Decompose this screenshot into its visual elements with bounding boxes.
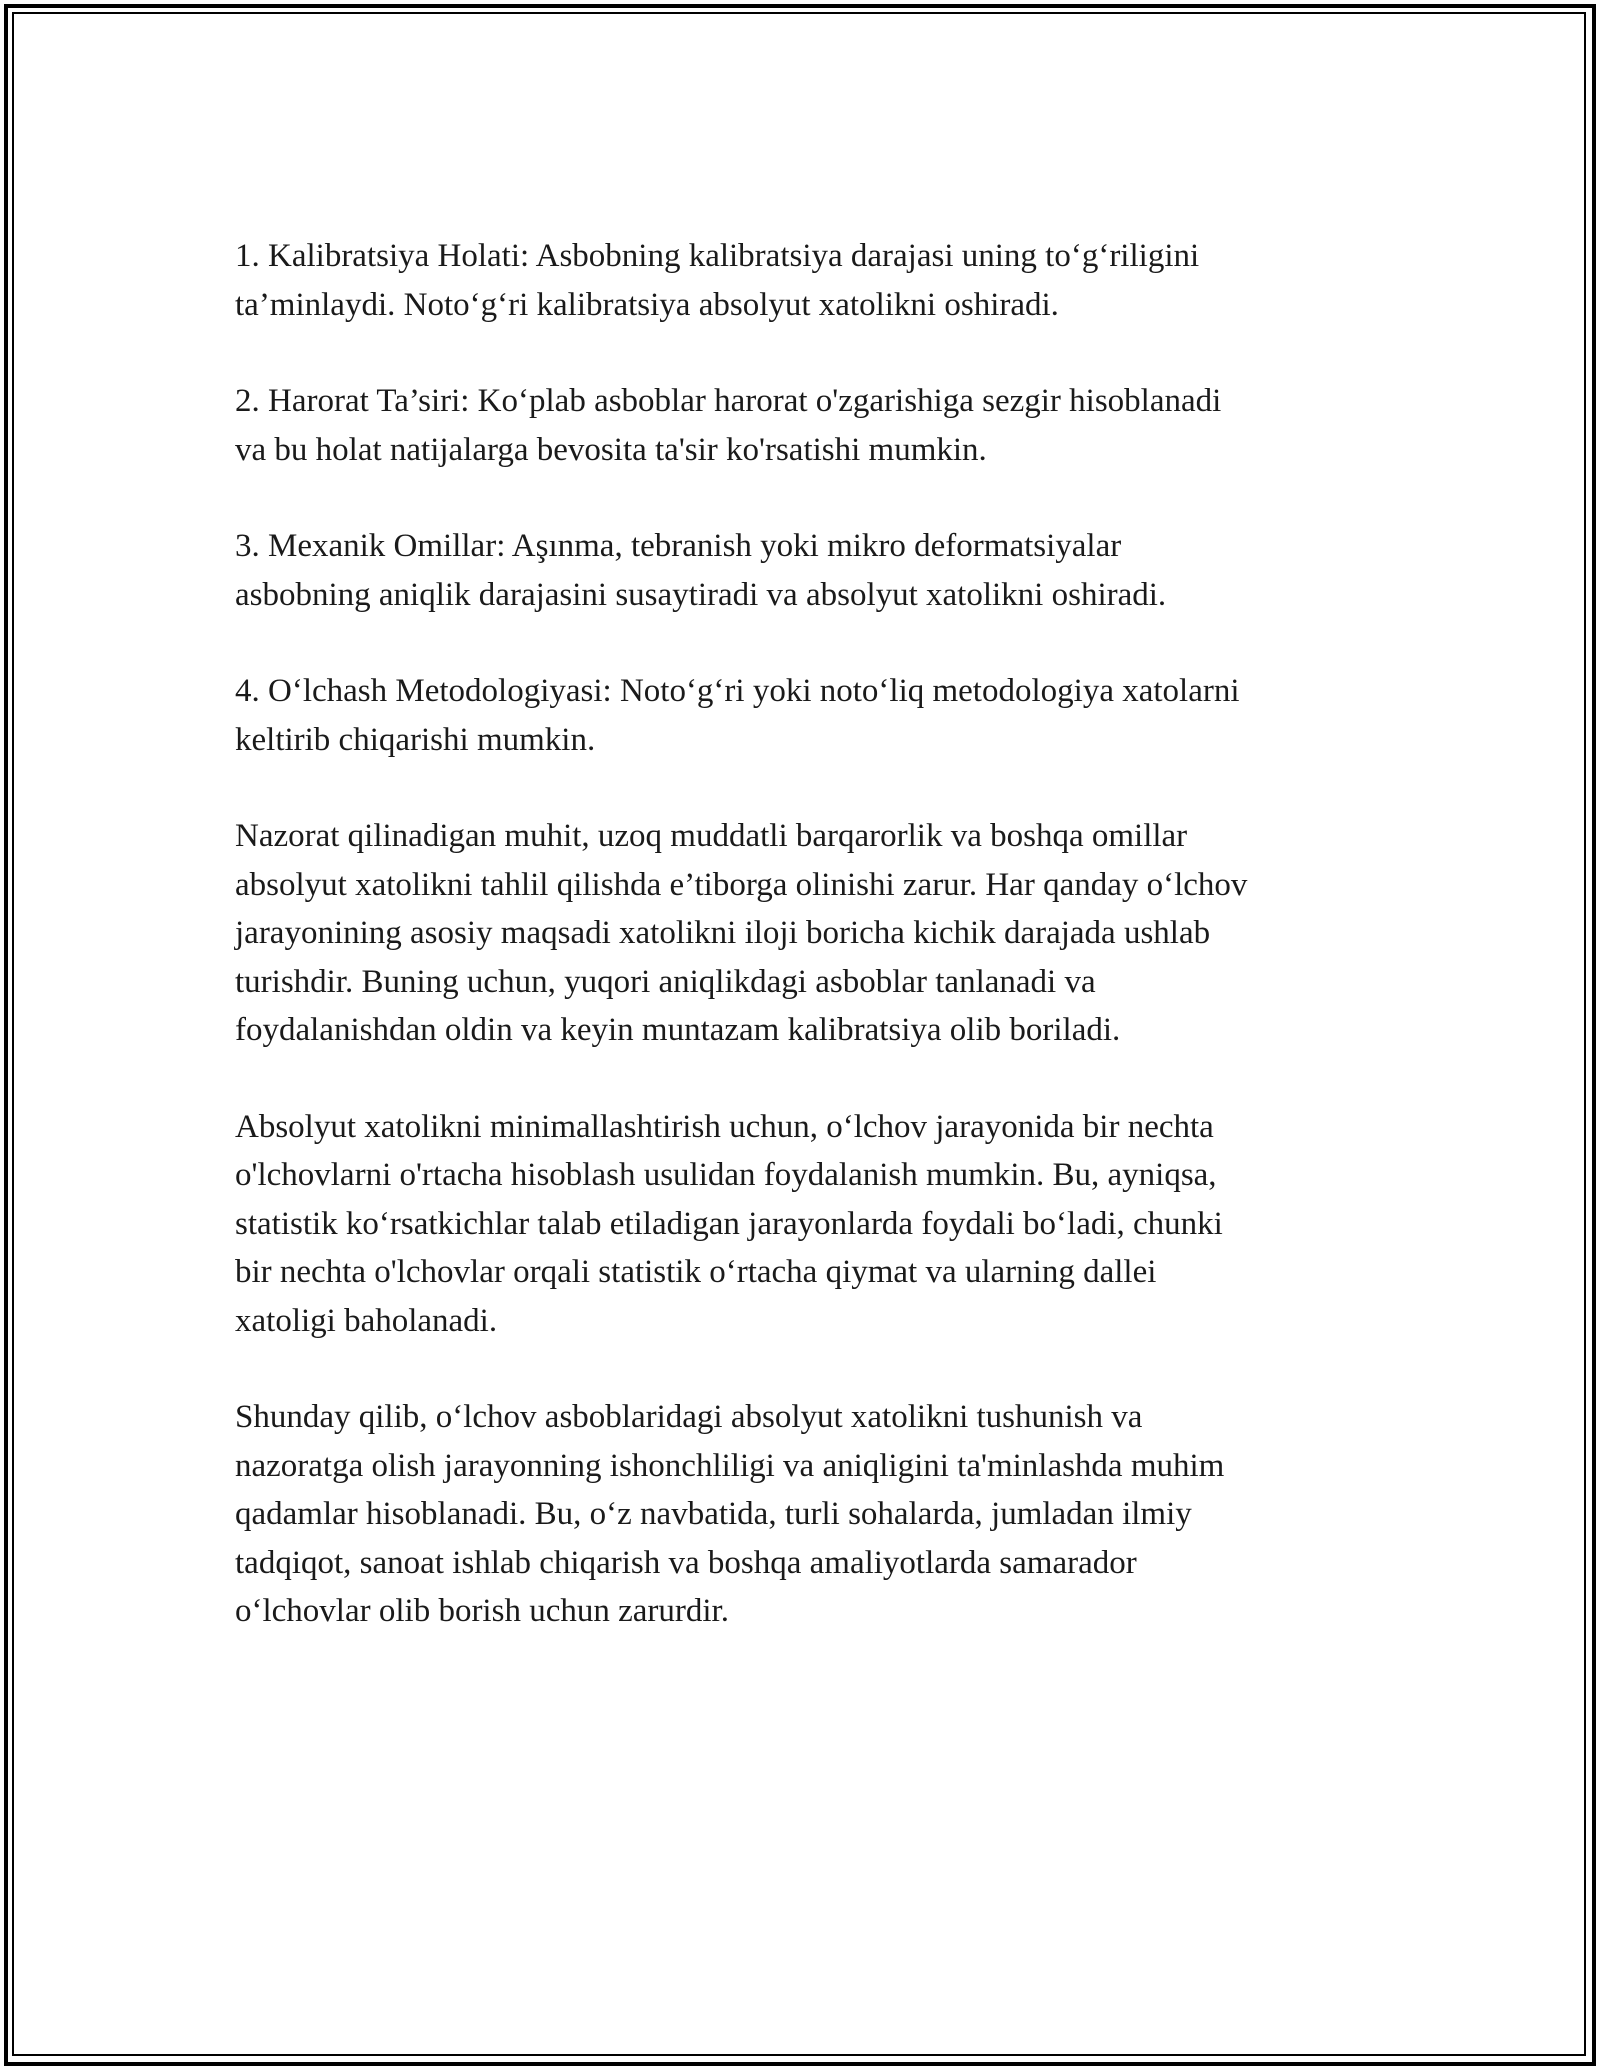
list-item-mechanical: 3. Mexanik Omillar: Aşınma, tebranish yoki mikro deformatsiyalar asbobning aniqlik darajasini susaytiradi va absolyut xatolikni oshiradi. <box>235 528 1167 613</box>
paragraph-conclusion: Shunday qilib, o‘lchov asboblaridagi absolyut xatolikni tushunish va nazoratga olish jarayonning ishonchliligi va aniqligini ta'minlashda muhim qadamlar hisoblanadi. Bu, o‘z navbatida, turli sohalarda, jumladan ilmiy tadqiqot, sanoat ishlab chiqarish va boshqa amaliyotlarda samarador o‘lchovlar olib borish uchun zarurdir. <box>235 1399 1225 1629</box>
document-body <box>235 232 1375 1684</box>
paragraph-controlled-environment: Nazorat qilinadigan muhit, uzoq muddatli barqarorlik va boshqa omillar absolyut xatolikni tahlil qilishda e’tiborga olinishi zarur. Har qanday o‘lchov jarayonining asosiy maqsadi xatolikni iloji boricha kichik darajada ushlab turishdir. Buning uchun, yuqori aniqlikdagi asboblar tanlanadi va foydalanishdan oldin va keyin muntazam kalibratsiya olib boriladi. <box>235 818 1248 1048</box>
list-item-temperature: 2. Harorat Ta’siri: Ko‘plab asboblar harorat o'zgarishiga sezgir hisoblanadi va bu holat natijalarga bevosita ta'sir ko'rsatishi mumkin. <box>235 383 1222 468</box>
list-item-calibration: 1. Kalibratsiya Holati: Asbobning kalibratsiya darajasi uning to‘g‘riligini ta’minlaydi. Noto‘g‘ri kalibratsiya absolyut xatolikni oshiradi. <box>235 238 1200 323</box>
paragraph-minimizing-error: Absolyut xatolikni minimallashtirish uchun, o‘lchov jarayonida bir nechta o'lchovlarni o'rtacha hisoblash usulidan foydalanish mumkin. Bu, ayniqsa, statistik ko‘rsatkichlar talab etiladigan jarayonlarda foydali bo‘ladi, chunki bir nechta o'lchovlar orqali statistik o‘rtacha qiymat va ularning dallei xatoligi baholanadi. <box>235 1108 1223 1339</box>
list-item-methodology: 4. O‘lchash Metodologiyasi: Noto‘g‘ri yoki noto‘liq metodologiya xatolarni keltirib chiqarishi mumkin. <box>235 673 1240 758</box>
